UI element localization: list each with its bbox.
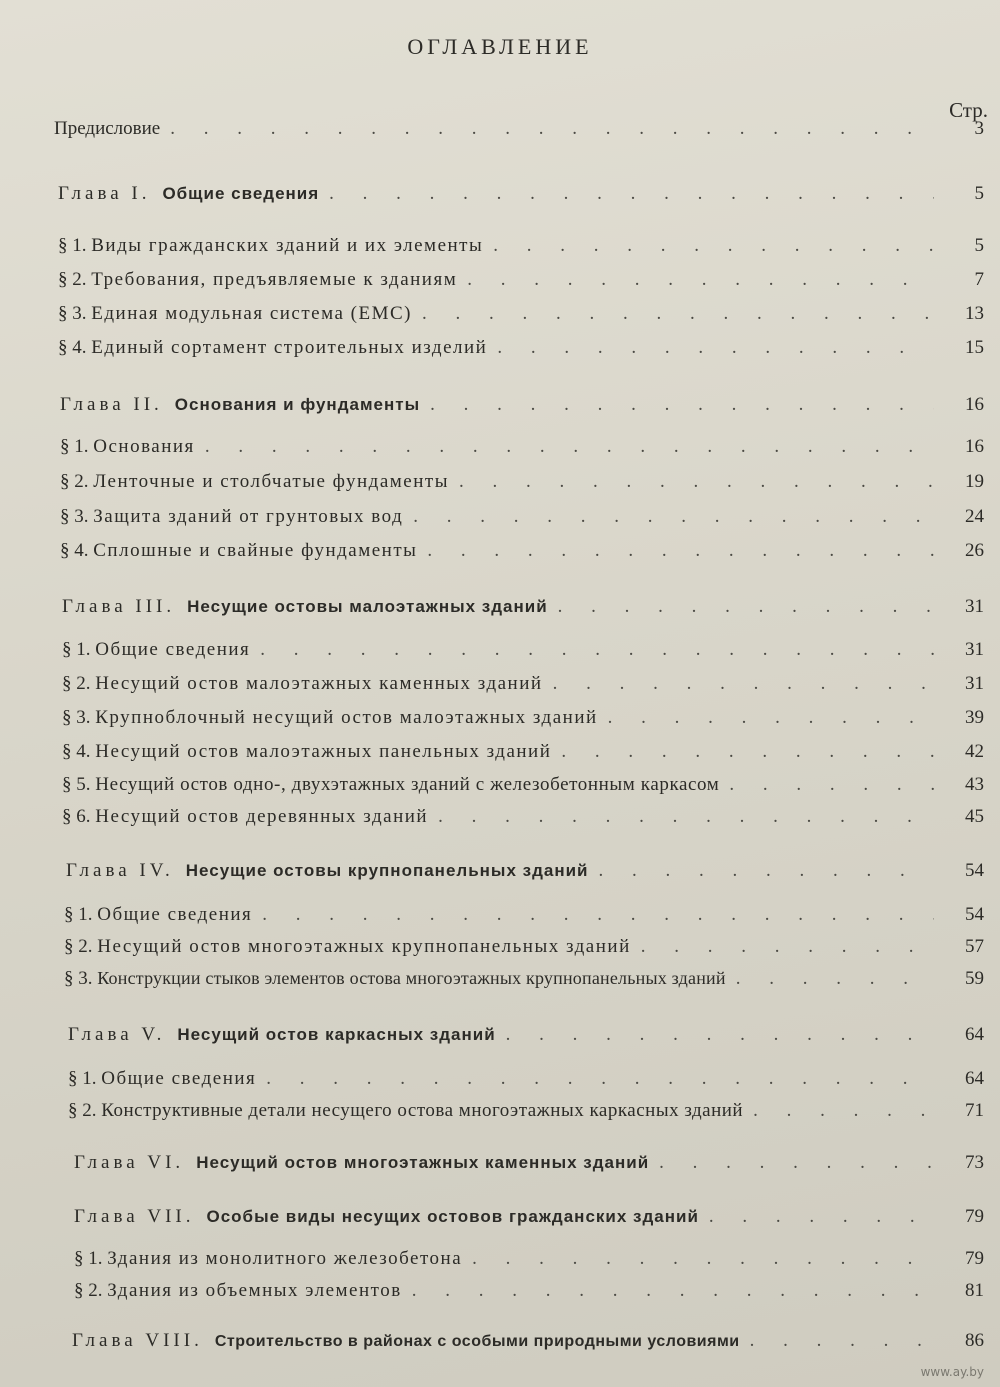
- section-page: 81: [965, 1280, 984, 1301]
- leader-dots: [427, 540, 934, 562]
- section-text: Требования, предъявляемые к зданиям: [91, 269, 458, 290]
- toc-section-row: [62, 673, 984, 695]
- toc-section-row: [68, 1100, 984, 1122]
- section-num: § 3.: [60, 506, 89, 527]
- section-text: Основания: [93, 436, 195, 457]
- section-page: 45: [965, 806, 984, 827]
- section-num: § 6.: [62, 806, 91, 827]
- leader-dots: [659, 1152, 934, 1174]
- chapter-page: 64: [965, 1024, 984, 1045]
- chapter-page: 86: [965, 1330, 984, 1351]
- toc-section-row: [74, 1248, 984, 1270]
- section-text: Здания из монолитного железобетона: [107, 1248, 463, 1269]
- chapter-title: Общие сведения: [162, 184, 320, 203]
- section-page: 71: [965, 1100, 984, 1121]
- section-num: § 5.: [62, 774, 91, 795]
- section-text: Несущий остов многоэтажных крупнопанельных зданий: [97, 936, 631, 957]
- chapter-label: Глава III.: [62, 596, 176, 617]
- chapter-title: Особые виды несущих остовов гражданских зданий: [206, 1207, 699, 1226]
- toc-section-row: [60, 506, 984, 528]
- section-num: § 2.: [74, 1280, 103, 1301]
- section-num: § 2.: [64, 936, 93, 957]
- chapter-label: Глава IV.: [66, 860, 174, 881]
- section-num: § 1.: [74, 1248, 103, 1269]
- section-page: 31: [965, 639, 984, 660]
- preface-page: 3: [974, 118, 984, 139]
- leader-dots: [736, 968, 934, 990]
- leader-dots: [553, 673, 934, 695]
- toc-chapter-row: [66, 860, 984, 882]
- toc-preface-row: [54, 118, 984, 140]
- section-page: 13: [965, 303, 984, 324]
- toc-chapter-row: [74, 1206, 984, 1228]
- section-page: 64: [965, 1068, 984, 1089]
- leader-dots: [170, 118, 934, 140]
- chapter-page: 54: [965, 860, 984, 881]
- chapter-title: Несущие остовы малоэтажных зданий: [187, 597, 548, 616]
- page-column-header: Стр.: [949, 98, 988, 122]
- leader-dots: [438, 806, 934, 828]
- section-text: Несущий остов малоэтажных каменных зданий: [95, 673, 543, 694]
- section-page: 57: [965, 936, 984, 957]
- section-text: Несущий остов малоэтажных панельных зданий: [95, 741, 552, 762]
- section-page: 7: [974, 269, 984, 290]
- section-page: 79: [965, 1248, 984, 1269]
- chapter-title: Несущий остов многоэтажных каменных зданий: [196, 1153, 650, 1172]
- chapter-title: Основания и фундаменты: [174, 395, 421, 414]
- section-page: 42: [965, 741, 984, 762]
- section-text: Конструкции стыков элементов остова многоэтажных крупнопанельных зданий: [97, 968, 726, 988]
- leader-dots: [329, 183, 934, 205]
- toc-section-row: [60, 540, 984, 562]
- section-num: § 4.: [58, 337, 87, 358]
- section-num: § 2.: [62, 673, 91, 694]
- toc-chapter-row: [62, 596, 984, 618]
- section-text: Общие сведения: [95, 639, 251, 660]
- section-text: Ленточные и столбчатые фундаменты: [93, 471, 449, 492]
- preface-text: Предисловие: [54, 118, 161, 139]
- section-page: 16: [965, 436, 984, 457]
- leader-dots: [558, 596, 934, 618]
- chapter-label: Глава V.: [68, 1024, 166, 1045]
- leader-dots: [561, 741, 934, 763]
- chapter-label: Глава VIII.: [72, 1330, 203, 1351]
- leader-dots: [467, 269, 934, 291]
- chapter-title: Несущие остовы крупнопанельных зданий: [185, 861, 589, 880]
- toc-section-row: [64, 968, 984, 990]
- leader-dots: [430, 394, 934, 416]
- section-num: § 4.: [62, 741, 91, 762]
- toc-section-row: [74, 1280, 984, 1302]
- section-page: 15: [965, 337, 984, 358]
- section-page: 31: [965, 673, 984, 694]
- toc-section-row: [62, 741, 984, 763]
- toc-section-row: [64, 904, 984, 926]
- section-num: § 2.: [60, 471, 89, 492]
- section-page: 5: [974, 235, 984, 256]
- section-num: § 3.: [62, 707, 91, 728]
- toc-section-row: [64, 936, 984, 958]
- leader-dots: [262, 904, 934, 926]
- leader-dots: [459, 471, 934, 493]
- leader-dots: [260, 639, 934, 661]
- section-text: Общие сведения: [97, 904, 253, 925]
- toc-section-row: [62, 639, 984, 661]
- section-text: Здания из объемных элементов: [107, 1280, 402, 1301]
- toc-chapter-row: [68, 1024, 984, 1046]
- leader-dots: [506, 1024, 934, 1046]
- section-num: § 1.: [68, 1068, 97, 1089]
- toc-chapter-row: [60, 394, 984, 416]
- chapter-title: Несущий остов каркасных зданий: [177, 1025, 496, 1044]
- section-text: Виды гражданских зданий и их элементы: [91, 235, 484, 256]
- section-page: 26: [965, 540, 984, 561]
- chapter-page: 73: [965, 1152, 984, 1173]
- section-text: Единая модульная система (ЕМС): [91, 303, 413, 324]
- chapter-label: Глава VII.: [74, 1206, 195, 1227]
- toc-section-row: [58, 269, 984, 291]
- leader-dots: [412, 1280, 934, 1302]
- leader-dots: [753, 1100, 934, 1122]
- toc-section-row: [62, 707, 984, 729]
- section-page: 39: [965, 707, 984, 728]
- leader-dots: [205, 436, 934, 458]
- toc-chapter-row: [74, 1152, 984, 1174]
- toc-chapter-row: [58, 183, 984, 205]
- section-text: Несущий остов одно-, двухэтажных зданий с железобетонным каркасом: [95, 774, 720, 795]
- chapter-page: 16: [965, 394, 984, 415]
- page-title: ОГЛАВЛЕНИЕ: [407, 34, 593, 59]
- toc-section-row: [62, 806, 984, 828]
- section-page: 54: [965, 904, 984, 925]
- section-text: Крупноблочный несущий остов малоэтажных зданий: [95, 707, 598, 728]
- leader-dots: [422, 303, 934, 325]
- toc-section-row: [58, 303, 984, 325]
- section-text: Защита зданий от грунтовых вод: [93, 506, 404, 527]
- toc-section-row: [58, 337, 984, 359]
- toc-chapter-row: [72, 1330, 984, 1352]
- leader-dots: [729, 774, 934, 796]
- toc-section-row: [58, 235, 984, 257]
- section-text: Несущий остов деревянных зданий: [95, 806, 429, 827]
- section-num: § 1.: [58, 235, 87, 256]
- toc-section-row: [62, 774, 984, 796]
- section-num: § 4.: [60, 540, 89, 561]
- chapter-page: 5: [974, 183, 984, 204]
- leader-dots: [598, 860, 934, 882]
- toc-section-row: [68, 1068, 984, 1090]
- section-num: § 2.: [68, 1100, 97, 1121]
- chapter-label: Глава I.: [58, 183, 151, 204]
- section-num: § 1.: [62, 639, 91, 660]
- leader-dots: [641, 936, 934, 958]
- toc-section-row: [60, 471, 984, 493]
- chapter-label: Глава VI.: [74, 1152, 185, 1173]
- section-num: § 3.: [58, 303, 87, 324]
- chapter-page: 31: [965, 596, 984, 617]
- leader-dots: [750, 1330, 934, 1352]
- section-text: Общие сведения: [101, 1068, 257, 1089]
- toc-section-row: [60, 436, 984, 458]
- leader-dots: [413, 506, 934, 528]
- chapter-label: Глава II.: [60, 394, 163, 415]
- section-page: 59: [965, 968, 984, 989]
- section-page: 19: [965, 471, 984, 492]
- watermark: www.ay.by: [920, 1365, 984, 1379]
- leader-dots: [497, 337, 934, 359]
- chapter-page: 79: [965, 1206, 984, 1227]
- section-num: § 1.: [60, 436, 89, 457]
- chapter-title: Строительство в районах с особыми природными условиями: [214, 1333, 740, 1350]
- section-num: § 1.: [64, 904, 93, 925]
- section-num: § 3.: [64, 968, 93, 989]
- leader-dots: [493, 235, 934, 257]
- section-text: Единый сортамент строительных изделий: [91, 337, 488, 358]
- section-text: Сплошные и свайные фундаменты: [93, 540, 418, 561]
- leader-dots: [608, 707, 934, 729]
- section-text: Конструктивные детали несущего остова многоэтажных каркасных зданий: [101, 1100, 744, 1121]
- section-page: 43: [965, 774, 984, 795]
- section-num: § 2.: [58, 269, 87, 290]
- leader-dots: [266, 1068, 934, 1090]
- leader-dots: [472, 1248, 934, 1270]
- section-page: 24: [965, 506, 984, 527]
- leader-dots: [709, 1206, 934, 1228]
